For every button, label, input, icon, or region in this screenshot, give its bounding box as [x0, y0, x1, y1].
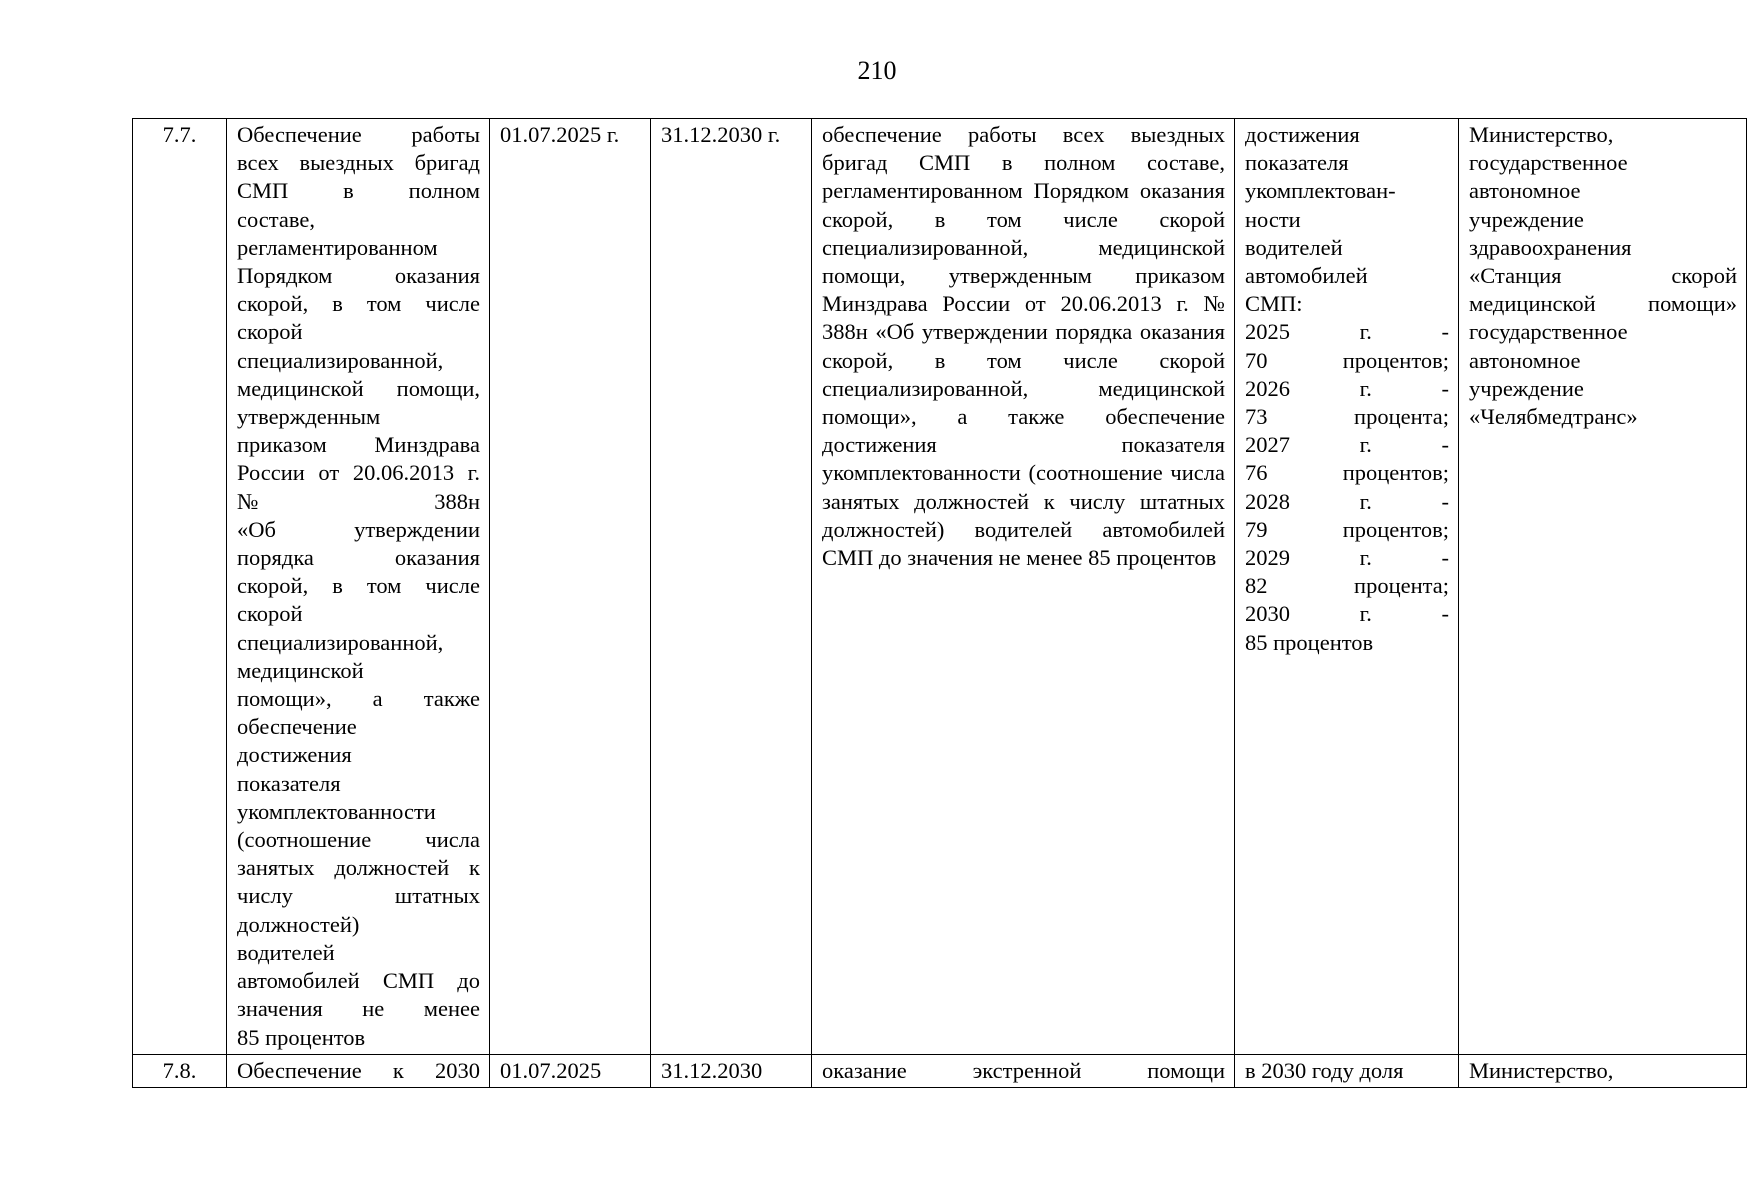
text-line: всех выездных бригад — [237, 150, 480, 176]
text-line: скорой, в том числе — [237, 573, 480, 599]
text-line: автомобилей — [1245, 263, 1368, 289]
text-line: «Об утверждении — [237, 516, 480, 542]
start-date: 01.07.2025 г. — [490, 119, 651, 1055]
text-line: числу штатных — [237, 883, 480, 909]
text-line: учреждение — [1469, 375, 1584, 401]
text-line: скорой — [237, 319, 303, 345]
text-line: скорой — [237, 601, 303, 627]
text-line: укомплектованности — [237, 798, 436, 824]
text-line: Министерство, — [1469, 122, 1614, 147]
text-line: регламентированном — [237, 234, 438, 260]
text-line: 76 процентов; — [1245, 460, 1449, 486]
text-line: «Челябмедтранс» — [1469, 404, 1638, 430]
text-line: № 388н — [237, 488, 480, 514]
text-line: медицинской помощи» — [1469, 291, 1737, 317]
text-line: 2029 г. - — [1245, 545, 1449, 571]
text-line: автомобилей СМП до — [237, 968, 480, 994]
text-line: водителей — [1245, 234, 1343, 260]
text-line: СМП: — [1245, 291, 1303, 317]
text-line: медицинской помощи, — [237, 375, 480, 401]
text-line: 85 процентов — [1245, 629, 1374, 655]
text-line: специализированной, — [237, 629, 444, 655]
text-line: 2027 г. - — [1245, 432, 1449, 458]
text-line: приказом Минздрава — [237, 432, 480, 458]
text-line: значения не менее — [237, 996, 480, 1022]
text-line: укомплектован- — [1245, 178, 1396, 204]
text-line: здравоохранения — [1469, 234, 1632, 260]
text-line: достижения — [1245, 122, 1360, 147]
text-line: 2025 г. - — [1245, 319, 1449, 345]
text-line: (соотношение числа — [237, 827, 480, 853]
text-line: «Станция скорой — [1469, 263, 1737, 289]
page-number: 210 — [857, 56, 897, 85]
text-line: учреждение — [1469, 206, 1584, 232]
text-line: составе, — [237, 206, 315, 232]
text-line: 85 процентов — [237, 1024, 366, 1050]
text-line: автономное — [1469, 178, 1581, 204]
text-line: государственное — [1469, 319, 1628, 345]
end-date: 31.12.2030 г. — [651, 119, 812, 1055]
text-line: автономное — [1469, 347, 1581, 373]
text-line: ности — [1245, 206, 1301, 232]
row-number: 7.8. — [133, 1054, 227, 1087]
end-date: 31.12.2030 — [651, 1054, 812, 1087]
text-line: порядка оказания — [237, 545, 480, 571]
responsible-executor — [1459, 119, 1747, 1055]
text-line: скорой, в том числе — [237, 291, 480, 317]
text-line: 2028 г. - — [1245, 488, 1449, 514]
text-line: 82 процента; — [1245, 573, 1449, 599]
start-date: 01.07.2025 — [490, 1054, 651, 1087]
text-line: водителей — [237, 939, 335, 965]
text-line: специализированной, — [237, 347, 444, 373]
expected-result: оказание экстренной помощи — [812, 1054, 1235, 1087]
text-line: достижения — [237, 742, 352, 768]
indicator: в 2030 году доля — [1235, 1054, 1459, 1087]
text-line: Обеспечение работы — [237, 122, 480, 147]
text-line: должностей) — [237, 911, 360, 937]
text-line: СМП в полном — [237, 178, 480, 204]
indicator — [1235, 119, 1459, 1055]
text-line: 73 процента; — [1245, 404, 1449, 430]
measures-table — [132, 118, 1747, 1088]
text-line: показателя — [237, 770, 341, 796]
row-number: 7.7. — [133, 119, 227, 1055]
text-line: помощи», а также — [237, 686, 480, 712]
measure-name — [227, 119, 490, 1055]
responsible-executor: Министерство, — [1459, 1054, 1747, 1087]
text-line: 2030 г. - — [1245, 601, 1449, 627]
text-line: 2026 г. - — [1245, 375, 1449, 401]
table-row — [133, 119, 1747, 1055]
text-line: 79 процентов; — [1245, 516, 1449, 542]
text-line: 70 процентов; — [1245, 347, 1449, 373]
text-line: показателя — [1245, 150, 1349, 176]
text-line: обеспечение — [237, 714, 357, 740]
text-line: Порядком оказания — [237, 263, 480, 289]
text-line: утвержденным — [237, 404, 381, 430]
text-line: России от 20.06.2013 г. — [237, 460, 480, 486]
table-row — [133, 1054, 1747, 1087]
text-line: государственное — [1469, 150, 1628, 176]
expected-result: обеспечение работы всех выездных бригад СМП в полном составе, регламентированном Порядком оказания скорой, в том числе скорой специализированной, медицинской помощи, утвержденным приказом Минздрава России от 20.06.2013 г. № 388н «Об утверждении порядка оказания скорой, в том числе скорой специализированной, медицинской помощи», а также обеспечение достижения показателя укомплектованности (соотношение числа занятых должностей к числу штатных должностей) водителей автомобилей СМП до значения не менее 85 процентов — [812, 119, 1235, 1055]
text-line: занятых должностей к — [237, 855, 480, 881]
text-line: медицинской — [237, 657, 364, 683]
measure-name: Обеспечение к 2030 — [227, 1054, 490, 1087]
